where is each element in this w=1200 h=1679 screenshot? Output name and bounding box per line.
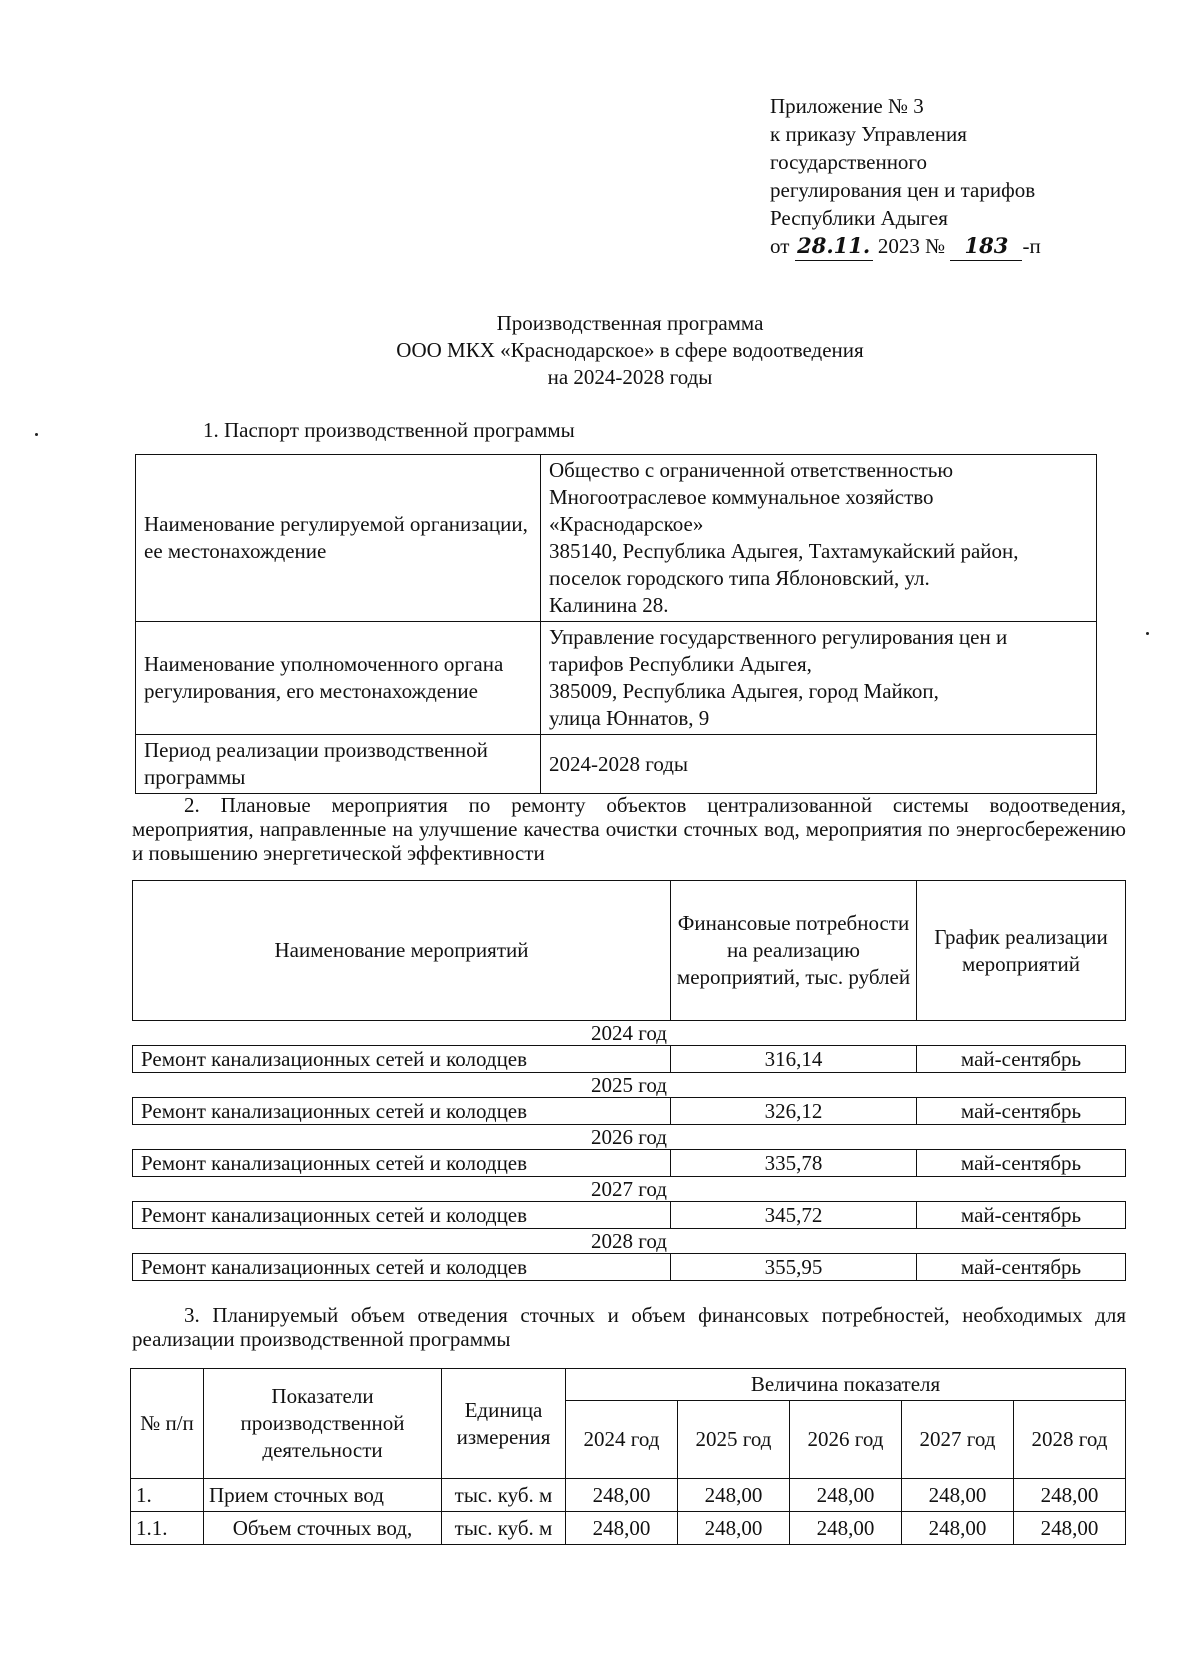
activity-schedule: май-сентябрь: [917, 1098, 1126, 1125]
indicator-value: 248,00: [566, 1479, 678, 1512]
activity-amount: 335,78: [671, 1150, 917, 1177]
appendix-line: Республики Адыгея: [770, 206, 948, 230]
activity-name: Ремонт канализационных сетей и колодцев: [133, 1150, 671, 1177]
title-line: ООО МКХ «Краснодарское» в сфере водоотведения: [396, 338, 864, 362]
year-label: 2028 год: [133, 1229, 1126, 1254]
appendix-line: Приложение № 3: [770, 94, 924, 118]
scan-speck: [35, 433, 38, 436]
indicator-name: Прием сточных вод: [204, 1479, 442, 1512]
indicator-unit: тыс. куб. м: [442, 1512, 566, 1545]
appendix-line: к приказу Управления: [770, 122, 967, 146]
activity-schedule: май-сентябрь: [917, 1046, 1126, 1073]
table-row: [136, 622, 1097, 735]
handwritten-number: 183: [950, 232, 1022, 261]
table-row: [133, 1150, 1126, 1177]
title-line: Производственная программа: [496, 311, 764, 335]
activity-name: Ремонт канализационных сетей и колодцев: [133, 1046, 671, 1073]
table-row: [133, 1254, 1126, 1281]
passport-label: Наименование уполномоченного органа регулирования, его местонахождение: [136, 622, 541, 735]
col-header-value: Величина показателя: [566, 1369, 1126, 1401]
table-row: [133, 1098, 1126, 1125]
document-title: [0, 310, 1200, 391]
activity-amount: 316,14: [671, 1046, 917, 1073]
col-header-year: 2025 год: [678, 1401, 790, 1479]
col-header-year: 2027 год: [902, 1401, 1014, 1479]
value-line: 2024-2028 годы: [549, 751, 689, 776]
indicator-value: 248,00: [902, 1512, 1014, 1545]
value-line: улица Юннатов, 9: [549, 706, 710, 730]
section3-heading: [132, 1303, 1126, 1351]
table-row: [131, 1512, 1126, 1545]
title-line: на 2024-2028 годы: [547, 365, 713, 389]
indicator-value: 248,00: [566, 1512, 678, 1545]
col-header-year: 2026 год: [790, 1401, 902, 1479]
year-label: 2024 год: [133, 1021, 1126, 1046]
table-row: [133, 1202, 1126, 1229]
appendix-block: [770, 92, 1041, 261]
year-row: [133, 1125, 1126, 1150]
activities-table: [132, 880, 1126, 1281]
value-line: Многоотраслевое коммунальное хозяйство: [549, 485, 934, 509]
indicator-value: 248,00: [790, 1479, 902, 1512]
col-header-year: 2028 год: [1014, 1401, 1126, 1479]
table-row: [136, 735, 1097, 794]
section3-heading-text: 3. Планируемый объем отведения сточных и объем финансовых потребностей, необходимых для реализации производственной программы: [132, 1303, 1126, 1351]
indicator-value: 248,00: [902, 1479, 1014, 1512]
col-header-indicator: Показатели производственной деятельности: [204, 1369, 442, 1479]
scan-speck: [1146, 632, 1149, 635]
indicator-value: 248,00: [1014, 1512, 1126, 1545]
activity-amount: 326,12: [671, 1098, 917, 1125]
passport-value: [541, 622, 1097, 735]
activity-name: Ремонт канализационных сетей и колодцев: [133, 1098, 671, 1125]
activity-schedule: май-сентябрь: [917, 1150, 1126, 1177]
value-line: поселок городского типа Яблоновский, ул.: [549, 566, 930, 590]
passport-table: [135, 454, 1097, 794]
indicators-table: [130, 1368, 1126, 1545]
value-line: Управление государственного регулирования цен и: [549, 625, 1008, 649]
col-header-num: № п/п: [131, 1369, 204, 1479]
col-header: Финансовые потребности на реализацию мероприятий, тыс. рублей: [671, 881, 917, 1021]
appendix-line: регулирования цен и тарифов: [770, 178, 1036, 202]
handwritten-date: 28.11.: [795, 232, 873, 261]
section2-heading-text: 2. Плановые мероприятия по ремонту объектов централизованной системы водоотведения, мероприятия, направленные на улучшение качества очистки сточных вод, мероприятия по энергосбережению и повышению энергетической эффективности: [132, 793, 1126, 865]
year-row: [133, 1229, 1126, 1254]
date-prefix: от: [770, 234, 790, 258]
section1-heading: 1. Паспорт производственной программы: [203, 418, 575, 442]
appendix-line: государственного: [770, 150, 928, 174]
year-row: [133, 1073, 1126, 1098]
value-line: «Краснодарское»: [549, 512, 704, 536]
activity-schedule: май-сентябрь: [917, 1254, 1126, 1281]
indicator-name: Объем сточных вод,: [204, 1512, 442, 1545]
col-header: Наименование мероприятий: [133, 881, 671, 1021]
value-line: 385140, Республика Адыгея, Тахтамукайский район,: [549, 539, 1019, 563]
table-header-row: [131, 1369, 1126, 1401]
activity-amount: 355,95: [671, 1254, 917, 1281]
row-number: 1.: [131, 1479, 204, 1512]
col-header-unit: Единица измерения: [442, 1369, 566, 1479]
passport-label: Наименование регулируемой организации, ее местонахождение: [136, 455, 541, 622]
indicator-value: 248,00: [678, 1479, 790, 1512]
activity-amount: 345,72: [671, 1202, 917, 1229]
year-row: [133, 1021, 1126, 1046]
appendix-date-line: [770, 232, 1041, 261]
year-label: 2025 год: [133, 1073, 1126, 1098]
row-number: 1.1.: [131, 1512, 204, 1545]
table-row: [136, 455, 1097, 622]
section2-heading: [132, 793, 1126, 865]
value-line: Калинина 28.: [549, 593, 669, 617]
indicator-value: 248,00: [678, 1512, 790, 1545]
indicator-unit: тыс. куб. м: [442, 1479, 566, 1512]
table-row: [133, 1046, 1126, 1073]
order-year: 2023 №: [877, 234, 946, 258]
passport-label: Период реализации производственной программы: [136, 735, 541, 794]
value-line: Общество с ограниченной ответственностью: [549, 458, 954, 482]
year-label: 2027 год: [133, 1177, 1126, 1202]
passport-value: [541, 455, 1097, 622]
activity-name: Ремонт канализационных сетей и колодцев: [133, 1202, 671, 1229]
col-header: График реализации мероприятий: [917, 881, 1126, 1021]
activity-schedule: май-сентябрь: [917, 1202, 1126, 1229]
table-row: [131, 1479, 1126, 1512]
value-line: 385009, Республика Адыгея, город Майкоп,: [549, 679, 939, 703]
order-suffix: -п: [1022, 234, 1041, 258]
indicator-value: 248,00: [790, 1512, 902, 1545]
value-line: тарифов Республики Адыгея,: [549, 652, 812, 676]
activity-name: Ремонт канализационных сетей и колодцев: [133, 1254, 671, 1281]
col-header-year: 2024 год: [566, 1401, 678, 1479]
table-header-row: [133, 881, 1126, 1021]
passport-value: [541, 735, 1097, 794]
indicator-value: 248,00: [1014, 1479, 1126, 1512]
year-label: 2026 год: [133, 1125, 1126, 1150]
year-row: [133, 1177, 1126, 1202]
